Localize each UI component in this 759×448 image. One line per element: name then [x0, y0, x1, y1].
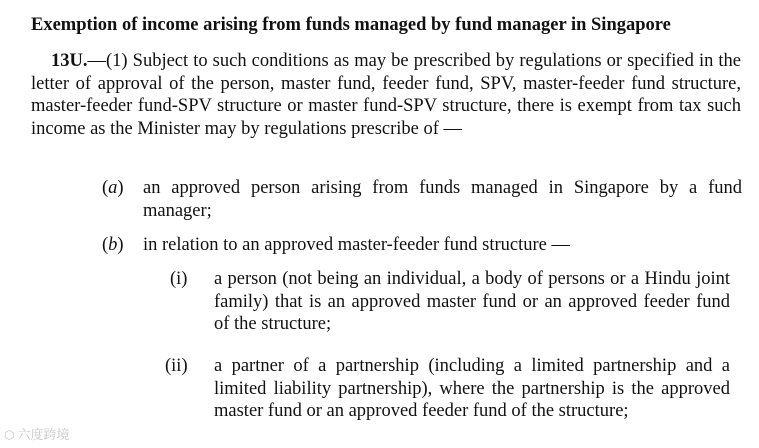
item-text-ii: a partner of a partnership (including a limited partnership and a limited liability partnership), where the partnership is the approved master fund or an approved feeder fund of the structure; [214, 356, 730, 422]
section-text: Subject to such conditions as may be prescribed by regulations or specified in the letter of approval of the person, master fund, feeder fund, SPV, master-feeder fund structure, master-feeder fund-SPV structure or master fund-SPV structure, there is exempt from tax such income as the Minister may by regulations prescribe of — [31, 51, 741, 139]
item-label-ii: (ii) [165, 356, 188, 376]
subsection-number: —(1) [87, 51, 128, 71]
item-text-a: an approved person arising from funds managed in Singapore by a fund manager; [143, 178, 742, 221]
section-heading: Exemption of income arising from funds managed by fund manager in Singapore [31, 15, 671, 35]
section-body [31, 50, 741, 140]
item-label-b: (b) [102, 235, 124, 255]
watermark-text: 六度跨境 [17, 428, 70, 443]
item-text-i: a person (not being an individual, a body of persons or a Hindu joint family) that is an approved master fund or an approved feeder fund of the structure; [214, 269, 730, 335]
watermark-logo-icon: ⬡ [4, 428, 15, 442]
item-label-a: (a) [102, 178, 124, 198]
section-number: 13U. [51, 51, 88, 71]
watermark [4, 424, 70, 443]
item-label-i: (i) [170, 269, 188, 289]
section-13u-paragraph [31, 50, 741, 140]
item-text-b: in relation to an approved master-feeder fund structure — [143, 235, 571, 255]
